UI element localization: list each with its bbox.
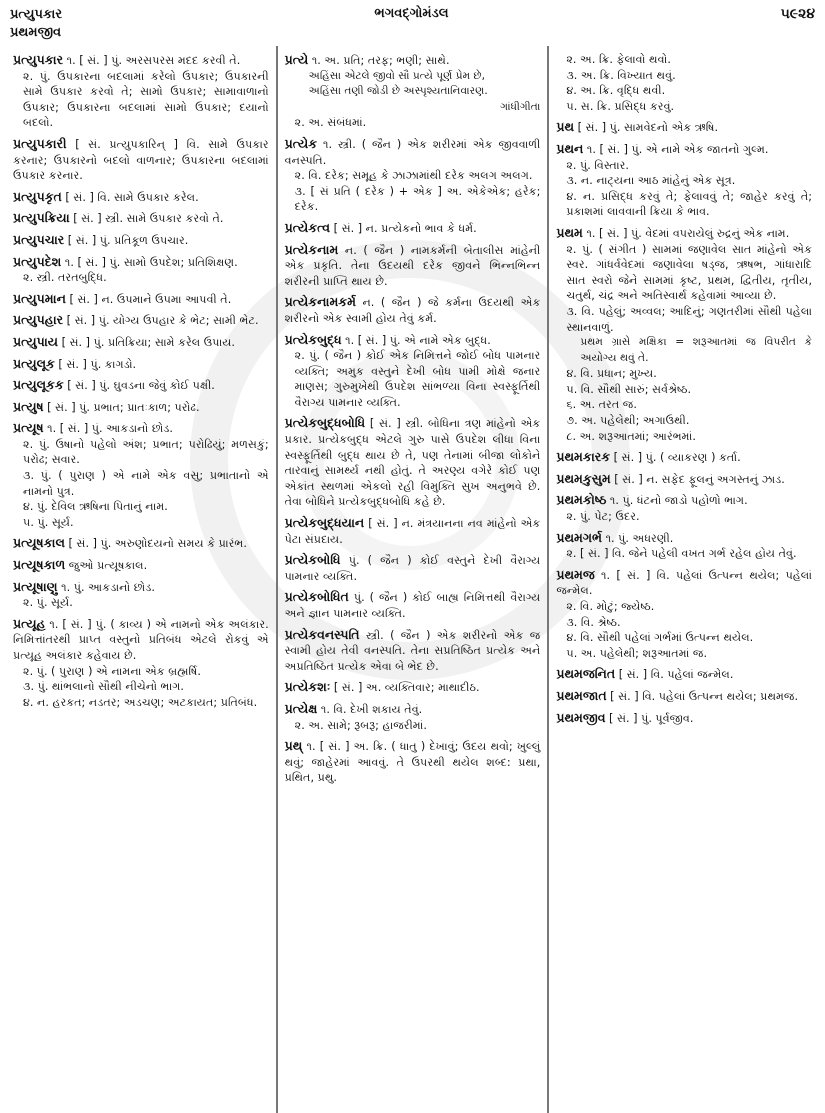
definition: [ સં. ] અ. વ્યક્તિવાર; માથાદીઠ.	[333, 681, 480, 695]
definition: ૧. સ્ત્રી. ( જૈન ) એક શરીરમાં એક જીવવાળી વનસ્પતિ.	[284, 137, 541, 167]
definition: ૧. [ સં. ] અ. ક્રિ. ( ધાતુ ) દેખાવું; ઉદય થવો; ખુલ્લું થવું; જાહેરમાં આવવું. તે ઉપરથી થયેલ શબ્દ: પ્રથા, પ્રથિત, પ્રથુ.	[284, 740, 541, 785]
dictionary-entry	[13, 210, 269, 227]
definition: [ સં. ] પું. પ્રતિકૂળ ઉપચાર.	[67, 233, 189, 247]
dictionary-entry	[556, 567, 812, 662]
sense: ૫. અ. પહેલેથી; શરૂઆતમાં જ.	[566, 646, 708, 660]
headword: પ્રત્યુપાય	[13, 333, 58, 349]
headword: પ્રથમકારક	[556, 449, 611, 465]
headword: પ્રથમજ	[556, 566, 595, 582]
dictionary-entry	[556, 471, 812, 488]
headword: પ્રત્યેકત્વ	[284, 219, 331, 235]
sense: ૨. પું. ( જૈન ) કોઈ એક નિમિત્તને જોઈ બોધ પામનાર વ્યક્તિ; અમુક વસ્તુને દેખી બોધ પામી મોક્ષે જનાર માણસ; ગુરુમુખેથી ઉપદેશ સાંભળ્યા વિના સ્વસ્ફૂર્તિથી વૈરાગ્ય પામનાર વ્યક્તિ.	[294, 349, 541, 409]
sense: ૨. પું. સૂર્ય.	[23, 596, 73, 610]
definition: ૧. [ સં. ] વિ. પહેલાં ઉત્પન્ન થયેલ; પહેલાં જન્મેલ.	[556, 568, 813, 598]
sense: ૫. પું. સૂર્ય.	[23, 515, 74, 529]
dictionary-entry	[13, 420, 269, 530]
dictionary-entry	[13, 377, 269, 394]
headword: પ્રત્યેકવનસ્પતિ	[284, 626, 360, 642]
dictionary-entry	[556, 449, 812, 466]
dictionary-entry	[13, 254, 269, 286]
definition: [ સં. ] ન. મંત્રયાનના નવ માંહેનો એક પેટા સંપ્રદાય.	[284, 517, 541, 546]
headword: પ્રથમકુસુમ	[556, 470, 611, 486]
dictionary-entry	[285, 679, 541, 696]
definition: પું. ( જૈન ) કોઈ બાહ્ય નિમિત્તથી વૈરાગ્ય અને જ્ઞાન પામનાર વ્યક્તિ.	[284, 591, 541, 620]
headword: પ્રત્યેકનામ	[284, 241, 339, 257]
headword: પ્રત્યુપહાર	[13, 312, 64, 328]
headword: પ્રત્યુપકૃત	[13, 188, 62, 204]
definition: જુઓ પ્રત્યૂષકાલ.	[68, 559, 148, 573]
headword: પ્રથમગર્ભ	[556, 529, 602, 545]
headword: પ્રત્યેક્ષ	[284, 700, 318, 716]
quotation-source: ગાંધીગીતા	[500, 100, 541, 113]
page-header	[8, 4, 815, 44]
guide-word-last: પ્રથમજીવ	[10, 25, 62, 40]
dictionary-entry	[285, 701, 541, 733]
definition: [ સં. ] પું. પ્રભાત; પ્રાતઃકાળ; પરોઢ.	[47, 400, 200, 414]
headword: પ્રત્યેકબોધિ	[284, 552, 341, 568]
headword: પ્રત્યૂષ	[13, 420, 44, 436]
definition: ૧. પું. ધંટનો જાડો પહોળો ભાગ.	[609, 494, 748, 508]
sense: ૪. વિ. સૌથી પહેલાં ગર્ભમાં ઉત્પન્ન થયેલ.	[566, 631, 754, 645]
dictionary-entry	[556, 492, 812, 524]
sense: ૪. અ. ક્રિ. વૃદ્ધિ થવી.	[566, 84, 666, 98]
definition: [ સં. ] વિ. સામે ઉપકાર કરેલ.	[65, 190, 199, 204]
sense: ૨. પું. ઉષાનો પહેલો અંશ; પ્રભાત; પરોઢિયું; મળસકું; પરોઢ; સવાર.	[23, 437, 269, 467]
headword: પ્રત્યુપમાન	[13, 290, 66, 306]
dictionary-entry	[556, 688, 812, 705]
entry-columns	[6, 46, 819, 1113]
headword: પ્રત્યુલૂક	[13, 355, 55, 371]
dictionary-entry	[556, 52, 812, 114]
sense: ૩. વિ. શ્રેષ્ઠ.	[566, 615, 621, 629]
definition: [ સં. ] સ્ત્રી. બોધિના ત્રણ માંહેનો એક પ્રકાર. પ્રત્યેકબુદ્ધ એટલે ગુરુ પાસે ઉપદેશ લીધા વિના સ્વસ્ફૂર્તિથી બુદ્ધ થાય છે તે, પણ તેનામાં બીજા લોકોને તારવાનું સામર્થ્ય નથી હોતું. તે અરણ્ય વગેરે કોઈ પણ એકાંત સ્થળમાં એકલો રહી વિમુક્તિ સુખ અનુભવે છે. તેવા બોધિને પ્રત્યેકબુદ્ધબોધિ કહે છે.	[284, 417, 541, 509]
sense: ૪. પું. દેવિલ ઋષિના પિતાનું નામ.	[23, 500, 168, 514]
dictionary-entry	[13, 535, 269, 552]
sense: ૫. વિ. સૌથી સારું; સર્વશ્રેષ્ઠ.	[566, 382, 692, 396]
headword: પ્રથન	[556, 140, 584, 156]
dictionary-entry	[13, 557, 269, 574]
dictionary-entry	[285, 220, 541, 237]
dictionary-entry	[285, 589, 541, 621]
dictionary-entry	[285, 738, 541, 786]
column-left	[6, 46, 276, 1113]
definition: [ સં. ] વિ. પહેલાં જન્મેલ.	[618, 668, 734, 682]
definition: ૧. [ સં. ] પું. એ નામે એક બુદ્ધ.	[345, 333, 491, 347]
dictionary-entry	[13, 399, 269, 416]
headword: પ્રત્યુલૂકક	[13, 377, 64, 393]
sense: ૩. ન. નાટ્યના આઠ માંહેનું એક સૂત્ર.	[566, 174, 736, 188]
definition: ૧. [ સં. ] પું. અરસપરસ મદદ કરવી તે.	[66, 54, 241, 67]
headword: પ્રત્યુપચાર	[13, 231, 65, 247]
dictionary-entry	[285, 136, 541, 215]
headword: પ્રત્યુપકાર	[13, 52, 64, 67]
definition: પું. ( જૈન ) કોઈ વસ્તુને દેખી વૈરાગ્ય પામનાર વ્યક્તિ.	[284, 554, 541, 583]
sense: ૪. વિ. પ્રધાન; મુખ્ય.	[566, 367, 657, 381]
quotation-line: અહિંસા તણી જોડી છે અસ્પૃશ્યતાનિવારણ.	[308, 85, 488, 98]
dictionary-entry	[285, 52, 541, 131]
sense: ૭. અ. પહેલેથી; અગાઉથી.	[566, 414, 690, 428]
dictionary-entry	[556, 666, 812, 683]
headword: પ્રથમ	[556, 224, 583, 240]
headword: પ્રત્યૂહ	[13, 615, 46, 631]
sense: ૬. અ. તરત જ.	[566, 398, 637, 412]
sense: ૪. ન. પ્રસિદ્ધ કરવું તે; ફેલાવવું તે; જાહેર કરવું તે; પ્રકાશમાં લાવવાની ક્રિયા કે ભાવ.	[566, 189, 813, 219]
definition: સ્ત્રી. ( જૈન ) એક શરીરનો એક જ સ્વામી હોય તેવી વનસ્પતિ. તેના સપ્રતિષ્ઠિત પ્રત્યેક અને અપ્રતિષ્ઠિત પ્રત્યેક એવા બે ભેદ છે.	[284, 628, 541, 673]
dictionary-entry	[556, 710, 812, 727]
sense: ૩. અ. ક્રિ. વિખ્યાત થવું.	[566, 68, 676, 82]
headword: પ્રત્યુપક્રિયા	[13, 210, 70, 226]
dictionary-entry	[13, 291, 269, 308]
sense: ૩. [ સં પ્રતિ ( દરેક ) + એક ] અ. એકેએક; હરેક; દરેક.	[294, 184, 541, 214]
headword: પ્રત્યેકબુદ્ધબોધિ	[284, 415, 366, 431]
headword: પ્રથમજાત	[556, 687, 607, 703]
sense: ૨. વિ. મોટું; જ્યેષ્ઠ.	[566, 600, 655, 613]
page-number: ૫૯૨૪	[780, 6, 815, 22]
headword: પ્રત્યુપકારી	[13, 135, 67, 151]
headword: પ્રત્યુષ	[13, 398, 44, 414]
definition: ૧. પું. અધરણી.	[605, 531, 674, 545]
definition: [ સં. ] ન. પ્રત્યેકનો ભાવ કે ધર્મ.	[333, 221, 477, 235]
dictionary-entry	[285, 515, 541, 547]
column-middle	[276, 46, 548, 1113]
sense: ૨. સ્ત્રી. તરતબુદ્ધિ.	[23, 271, 107, 285]
sense: ૨. પું. ( પુરાણ ) એ નામના એક બ્રહ્મર્ષિ.	[23, 664, 201, 678]
dictionary-entry	[13, 616, 269, 711]
definition: [ સં. ] વિ. પહેલાં ઉત્પન્ન થયેલ; પ્રથમજ.	[610, 689, 799, 703]
sense: ૨. પું. ( સંગીત ) સામમાં જણાવેલ સાત માંહેનો એક સ્વર. ગાંધર્વવેદમાં જણાવેલા ષડ્જ, ઋષભ, ગાંધારાદિ સાત સ્વરો જેને સામમાં કૃષ્ટ, પ્રથમ, દ્વિતીય, તૃતીય, ચતુર્થ, ચંદ્ર અને અતિસ્વાર્થ કહેવામાં આવ્યા છે.	[566, 242, 813, 303]
headword: પ્રત્યેક	[284, 135, 318, 151]
sense: ૨. વિ. દરેક; સમૂહ કે ઝાઝામાંથી દરેક અલગ અલગ.	[294, 169, 533, 183]
headword: પ્રત્યૂષકાળ	[13, 557, 66, 573]
sense: ૨. અ. સંબંધમાં.	[294, 116, 367, 130]
sense: ૨. પું. પેટ; ઉદર.	[566, 510, 640, 524]
definition: [ સં. ] પું. ( વ્યાકરણ ) કર્તા.	[613, 451, 741, 465]
dictionary-entry	[13, 136, 269, 184]
dictionary-entry	[285, 415, 541, 510]
dictionary-entry	[556, 530, 812, 562]
quotation-line: અહિંસા એટલે જીવો સૌ પ્રત્યે પૂર્ણ પ્રેમ છે,	[308, 69, 485, 82]
headword: પ્રત્યેકશઃ	[284, 679, 331, 695]
headword: પ્રત્યેકનામકર્મ	[284, 294, 356, 310]
sense: ૨. પું. ઉપકારના બદલામાં કરેલો ઉપકાર; ઉપકારની સામે ઉપકાર કરવો તે; સામો ઉપકાર; સામાવાળાનો ઉપકાર; ઉપકારના બદલામાં સામો ઉપકાર; દયાનો બદલો.	[23, 69, 269, 130]
headword: પ્રત્યેકબુદ્ધયાન	[284, 515, 365, 531]
idiom-example: પ્રથમ ગ્રાસે મક્ષિકા = શરૂઆતમાં જ વિપરીત કે અયોગ્ય થવું તે.	[580, 336, 813, 364]
book-title: ભગવદ્ગોમંડલ	[374, 6, 449, 21]
definition: ૧. [ સં. ] પું. એ નામે એક જાતનો ગુલ્મ.	[586, 142, 769, 156]
headword: પ્રથમકોષ્ઠ	[556, 492, 607, 508]
dictionary-entry	[285, 294, 541, 326]
sense: ૩. વિ. પહેલું; અવ્વલ; આદિનું; ગણતરીમાં સૌથી પહેલા સ્થાનવાળું.	[566, 304, 813, 334]
definition: [ સં. ] પું. પૂર્વજીવ.	[609, 711, 694, 725]
headword: પ્રથમજીવ	[556, 709, 606, 725]
headword: પ્રત્યૂષાણુ	[13, 578, 58, 594]
sense: ૨. [ સં. ] વિ. જેને પહેલી વખત ગર્ભ રહેલ હોય તેવું.	[566, 547, 797, 561]
definition: ૧. [ સં. ] પું. આકડાનો છોડ.	[47, 422, 173, 436]
sense: ૮. અ. શરૂઆતમાં; આરંભમાં.	[566, 429, 696, 443]
sense: ૨. પું. વિસ્તાર.	[566, 158, 629, 172]
definition: ન. ( જૈન ) જે કર્મના ઉદયથી એક શરીરનો એક સ્વામી હોય તેવું કર્મ.	[284, 296, 541, 325]
column-right	[547, 46, 819, 1113]
dictionary-entry	[13, 312, 269, 329]
definition: ન. ( જૈન ) નામકર્મની બેતાલીસ માંહેની એક પ્રકૃતિ. તેના ઉદયથી દરેક જીવને ભિન્નભિન્ન શરીરની પ્રાપ્તિ થાય છે.	[284, 243, 541, 288]
headword: પ્રથમજનિત	[556, 666, 616, 682]
dictionary-entry	[13, 356, 269, 373]
headword: પ્રથ્	[284, 738, 303, 754]
dictionary-entry	[285, 242, 541, 290]
definition: ૧. [ સં. ] પું. વેદમાં વપરાયેલું રુદ્રનું એક નામ.	[586, 226, 790, 240]
dictionary-entry	[285, 332, 541, 411]
sense: ૩. પું. થાંભલાનો સૌથી નીચેનો ભાગ.	[23, 680, 184, 694]
headword: પ્રત્યેકબુદ્ધ	[284, 331, 342, 347]
guide-word-first: પ્રત્યુપકાર	[10, 7, 63, 22]
definition: [ સં. ] સ્ત્રી. સામે ઉપકાર કરવો તે.	[73, 212, 224, 226]
sense: ૨. અ. સામે; રૂબરૂ; હાજરીમાં.	[294, 718, 427, 732]
definition: [ સં. ] પું. ઘુવડના જેવું કોઈ પક્ષી.	[67, 379, 215, 393]
definition: [ સં. ] પું. પ્રતિક્રિયા; સામે કરેલ ઉપાય.	[61, 335, 235, 349]
definition: ૧. અ. પ્રતિ; તરફ; ભણી; સાથે.	[311, 54, 450, 67]
headword: પ્રત્યેકબોધિત	[284, 589, 349, 605]
sense: ૫. સ. ક્રિ. પ્રસિદ્ધ કરવું.	[566, 99, 675, 113]
dictionary-entry	[13, 52, 269, 131]
dictionary-entry	[13, 189, 269, 206]
dictionary-entry	[285, 627, 541, 675]
dictionary-entry	[13, 232, 269, 249]
definition: ૧. વિ. દેખી શકાય તેવું.	[320, 702, 423, 716]
headword: પ્રત્યુપદેશ	[13, 253, 62, 269]
headword: પ્રથ	[556, 119, 575, 135]
dictionary-entry	[13, 579, 269, 611]
definition: [ સં. ] પું. યોગ્ય ઉપહાર કે ભેટ; સામી ભેટ.	[66, 314, 259, 328]
definition: ૧. પું. આકડાનો છોડ.	[61, 580, 155, 594]
dictionary-entry	[556, 141, 812, 220]
headword: પ્રત્યે	[284, 52, 309, 67]
definition: [ સં. ] ન. ઉપમાને ઉપમા આપવી તે.	[69, 292, 232, 306]
headword: પ્રત્યૂષકાલ	[13, 535, 65, 551]
definition: [ સં. ] પું. કાગડો.	[58, 357, 137, 371]
definition: ૧. [ સં. ] પું. સામો ઉપદેશ; પ્રતિશિક્ષણ.	[64, 255, 238, 269]
definition: [ સં. ] પું. અરુણોદયનો સમય કે પ્રારંભ.	[68, 537, 247, 551]
definition: [ સં. પ્રત્યુપકારિન્ ] વિ. સામે ઉપકાર કરનાર; ઉપકારનો બદલો વાળનાર; ઉપકારના બદલામાં ઉપકાર કરનાર.	[13, 137, 269, 183]
sense: ૪. ન. હરકત; નડતર; અડચણ; અટકાયત; પ્રતિબંધ.	[23, 695, 258, 709]
dictionary-entry	[556, 119, 812, 136]
dictionary-entry	[13, 334, 269, 351]
sense: ૩. પું. ( પુરાણ ) એ નામે એક વસુ; પ્રભાતાનો એ નામનો પુત્ર.	[23, 469, 269, 498]
definition: ૧. [ સં. ] પું. ( કાવ્ય ) એ નામનો એક અલંકાર. નિમિત્તાંતરથી પ્રાપ્ત વસ્તુનો પ્રતિબંધ એટલે રોકવું એ પ્રત્યૂહ અલંકાર કહેવાય છે.	[13, 617, 269, 662]
definition: [ સં. ] પું. સામવેદનો એક ઋષિ.	[577, 121, 719, 135]
definition: [ સં. ] ન. સફેદ ફૂલનું અગસ્તનું ઝાડ.	[614, 472, 785, 486]
dictionary-entry	[556, 225, 812, 444]
sense: ૨. અ. ક્રિ. ફેલાવો થવો.	[566, 53, 671, 66]
dictionary-entry	[285, 552, 541, 584]
